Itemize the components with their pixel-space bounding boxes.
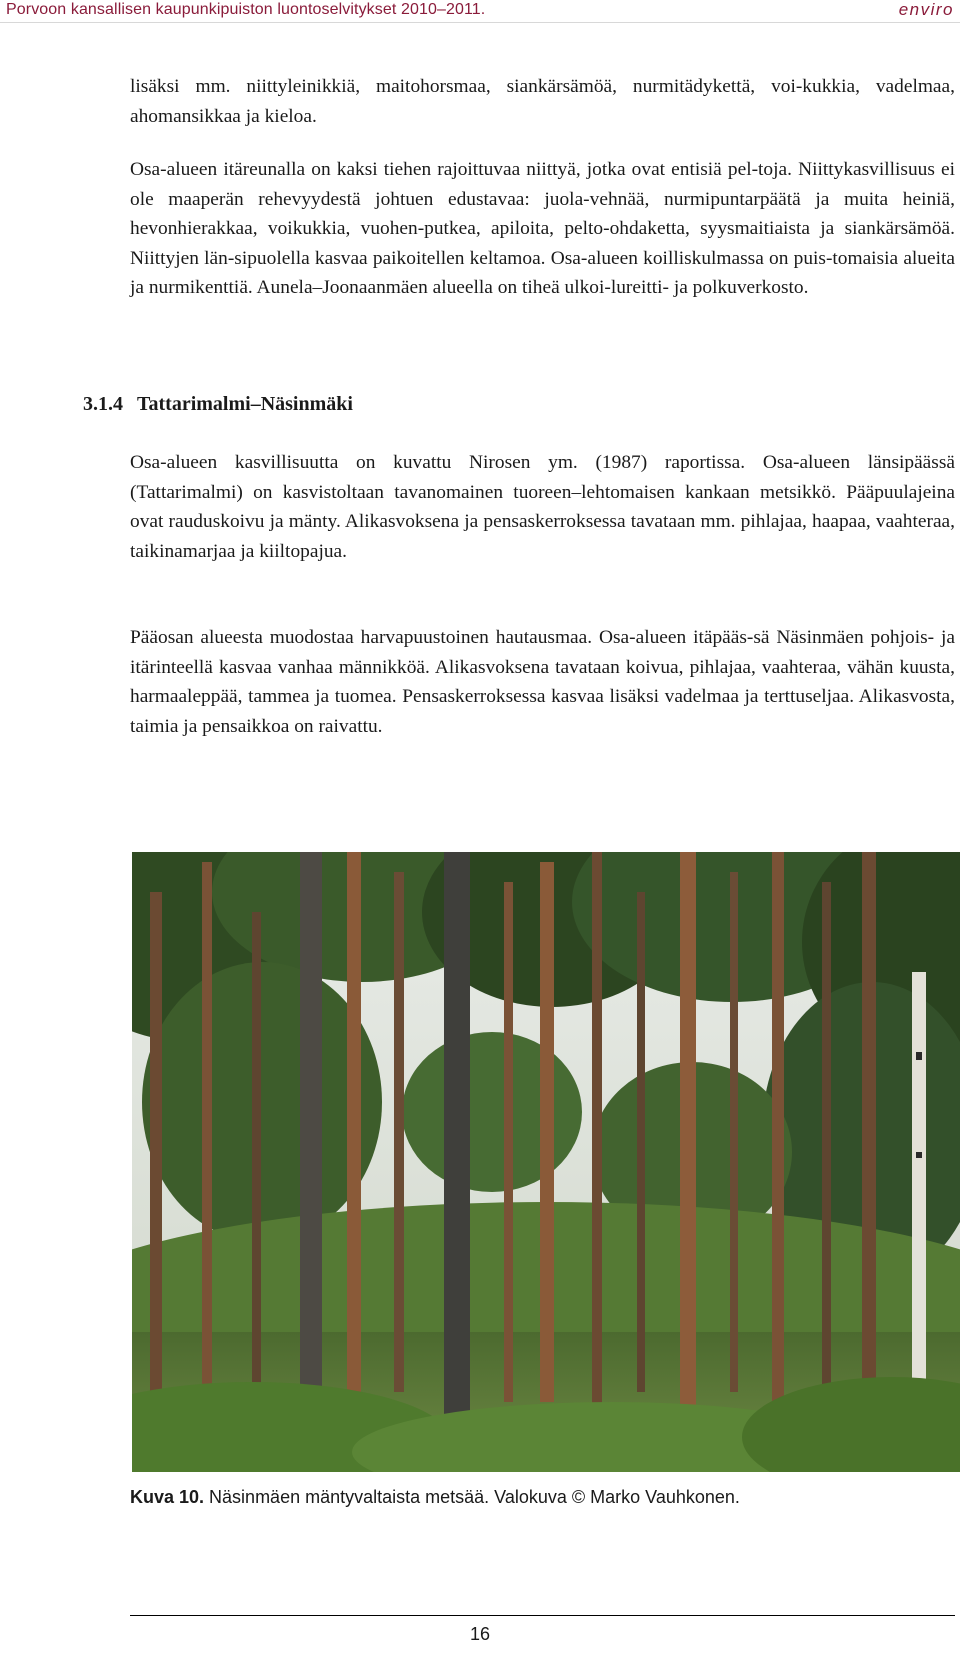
section-heading — [83, 393, 353, 416]
header-title: Porvoon kansallisen kaupunkipuiston luontoselvitykset 2010–2011. — [6, 1, 486, 18]
section-number: 3.1.4 — [83, 393, 123, 415]
page-number: 16 — [469, 1624, 491, 1644]
paragraph-3: Osa-alueen kasvillisuutta on kuvattu Nirosen ym. (1987) raportissa. Osa-alueen länsipäässä (Tattarimalmi) on kasvistoltaan tavanomainen tuoreen–lehtomaisen kankaan metsikkö. Pääpuulajeina ovat rauduskoivu ja mänty. Alikasvoksena ja pensaskerroksessa tavataan mm. pihlajaa, haapaa, vaahteraa, taikinamarjaa ja kiiltopajua. — [130, 452, 955, 562]
page-header — [0, 0, 960, 23]
forest-photo — [132, 852, 960, 1472]
paragraph-2: Osa-alueen itäreunalla on kaksi tiehen rajoittuvaa niittyä, jotka ovat entisiä pel-toja. Niittykasvillisuus ei ole maaperän rehevyydestä johtuen edustavaa: juola-vehnää, nurmipuntarpäätä ja muita heiniä, hevonhierakkaa, voikukkia, vuohen-putkea, apiloita, pelto-ohdaketta, syysmaitiaista ja siankärsämöä. Niittyjen län-sipuolella kasvaa paikoitellen keltamoa. Osa-alueen koilliskulmassa on puis-tomaisia alueita ja nurmikenttiä. Aunela–Joonaanmäen alueella on tiheä ulkoi-lureitti- ja polkuverkosto. — [130, 159, 955, 298]
paragraph-1: lisäksi mm. niittyleinikkiä, maitohorsmaa, siankärsämöä, nurmitädykettä, voi-kukkia, vadelmaa, ahomansikkaa ja kieloa. — [130, 76, 955, 127]
section-title: Tattarimalmi–Näsinmäki — [137, 393, 353, 415]
enviro-logo: enviro — [898, 0, 954, 19]
paragraph-4: Pääosan alueesta muodostaa harvapuustoinen hautausmaa. Osa-alueen itäpääs-sä Näsinmäen pohjois- ja itärinteellä kasvaa vanhaa männikköä. Alikasvoksena tavataan koivua, pihlajaa, vaahteraa, vähän kuusta, harmaaleppää, tammea ja tuomea. Pensaskerroksessa kasvaa lisäksi vadelmaa ja terttuseljaa. Alikasvosta, taimia ja pensaikkoa on raivattu. — [130, 627, 955, 737]
figure-caption — [130, 1487, 740, 1508]
figure-caption-text: Näsinmäen mäntyvaltaista metsää. Valokuva © Marko Vauhkonen. — [204, 1487, 740, 1507]
figure-label: Kuva 10. — [130, 1487, 205, 1507]
footer-divider — [130, 1615, 955, 1616]
